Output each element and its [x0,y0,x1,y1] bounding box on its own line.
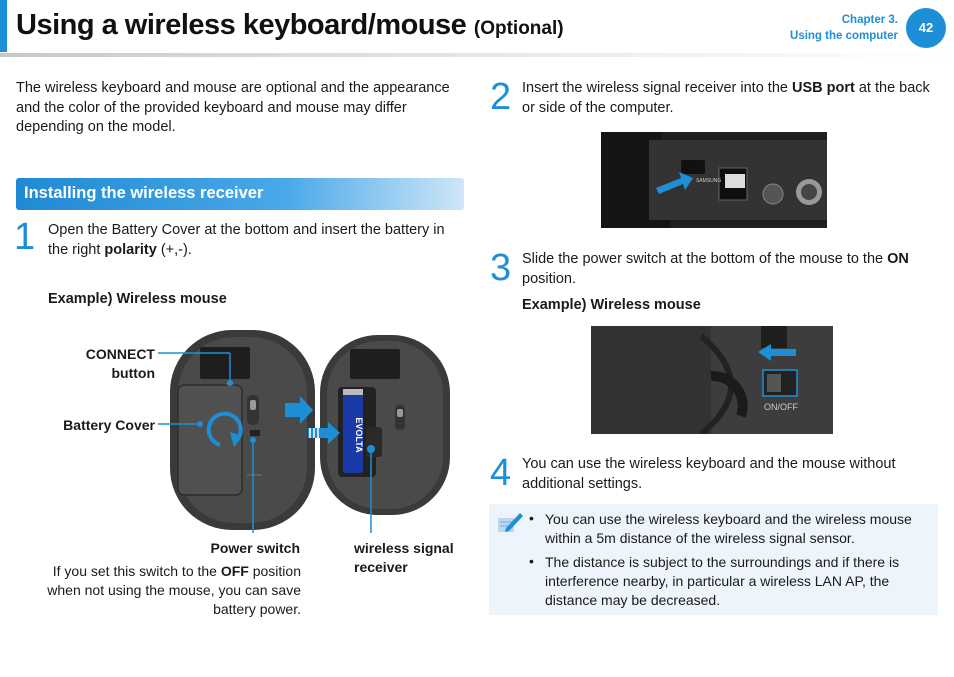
receiver-brand: SAMSUNG [696,178,722,184]
step-1-number: 1 [14,216,36,258]
section-title: Installing the wireless receiver [24,184,264,202]
usb-port-photo [601,132,827,228]
chapter-title: Using the computer [790,30,898,42]
label-receiver: wireless signal receiver [354,540,454,575]
step-4-text: You can use the wireless keyboard and the mouse without additional settings. [522,456,896,492]
step-4-number: 4 [490,452,512,494]
page-title: Using a wireless keyboard/mouse (Optional) [16,9,564,41]
intro-paragraph: The wireless keyboard and mouse are optional and the appearance and the color of the provided keyboard and mouse may differ depending on the model. [16,80,450,135]
on-off-print: ON/OFF [764,402,798,412]
example-label: Example) Wireless mouse [48,291,227,307]
label-power-switch: Power switch [210,540,300,556]
note-item: You can use the wireless keyboard and the wireless mouse within a 5m distance of the wireless signal sensor. [545,511,912,546]
example-label-2: Example) Wireless mouse [522,297,701,313]
note-bullet: • [529,553,534,569]
step-2-text: Insert the wireless signal receiver into the USB port at the back or side of the computer. [522,80,930,116]
note-pencil-icon [496,510,524,536]
mouse-bottom-illustration [150,325,480,535]
title-suffix: (Optional) [473,18,564,39]
header-accent-bar [0,0,7,52]
label-connect-button: CONNECT button [85,346,155,381]
note-bullet: • [529,510,534,526]
step-2-number: 2 [490,76,512,118]
chapter-label [790,12,898,44]
mouse-switch-photo [591,326,833,434]
note-item: The distance is subject to the surroundings and if there is interference nearby, in particular a wireless LAN AP, the distance may be decreased. [545,554,900,608]
step-1-text: Open the Battery Cover at the bottom and insert the battery in the right polarity (+,-). [48,222,445,258]
mouse-open-cover [320,335,450,515]
power-switch-note: If you set this switch to the OFF position when not using the mouse, you can save battery power. [47,563,301,617]
chapter-number: Chapter 3. [841,14,898,26]
header-rule [0,53,954,57]
page-number-badge: 42 [906,8,946,48]
step-3-number: 3 [490,247,512,289]
label-battery-cover: Battery Cover [63,417,155,433]
step-3-text: Slide the power switch at the bottom of the mouse to the ON position. [522,251,909,287]
battery-brand: EVOLTA [354,417,364,453]
